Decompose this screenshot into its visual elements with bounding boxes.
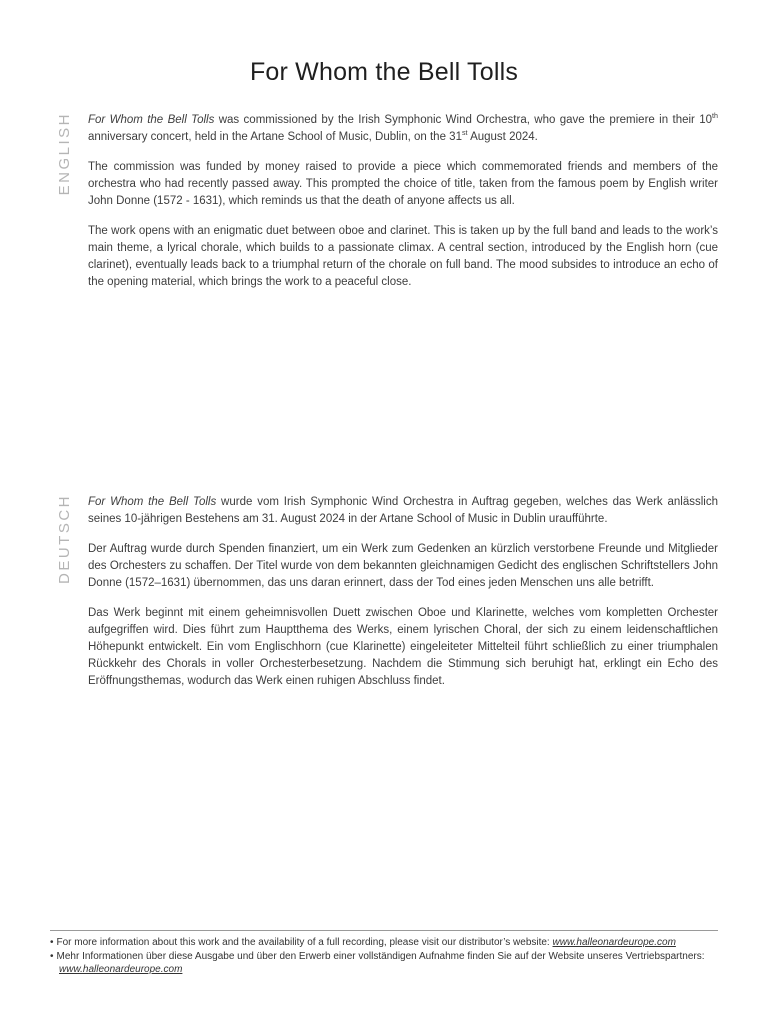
language-label-english: ENGLISH: [56, 112, 73, 196]
section-german: [56, 494, 718, 703]
text-segment: st: [461, 129, 468, 138]
bullet-icon: •: [50, 950, 54, 962]
bullet-icon: •: [50, 937, 54, 948]
footer-note-german: [50, 950, 718, 977]
footer-note-german-text: [57, 951, 705, 976]
text-segment: The work opens with an enigmatic duet between oboe and clarinet. This is taken up by the full band and leads to the work’s main theme, a lyrical chorale, which builds to a passionate climax. A central section, introduced by the English horn (cue clarinet), eventually leads back to a triumphal return of the chorale on full band. The mood subsides to introduce an echo of the opening material, which brings the work to a peaceful close.: [88, 225, 718, 288]
section-english: [56, 112, 718, 304]
text-segment: Mehr Informationen über diese Ausgabe und über den Erwerb einer vollständigen Aufnahme finden Sie auf der Website unseres Vertriebspartners:: [56, 950, 705, 962]
footer: [50, 930, 718, 977]
text-segment: anniversary concert, held in the Artane School of Music, Dublin, on the 31: [88, 131, 462, 143]
text-segment: Das Werk beginnt mit einem geheimnisvollen Duett zwischen Oboe und Klarinette, welches vom kompletten Orchester aufgegriffen wird. Dies führt zum Hauptthema des Werks, einem lyrischen Choral, der sich zu einem leidenschaftlichen Höhepunkt entwickelt. Ein vom Englischhorn (cue Klarinette) eingeleiteter Mittelteil führt schließlich zu einer triumphalen Rückkehr des Chorals in voller Orchesterbesetzung. Nachdem die Stimmung sich beruhigt hat, erklingt ein Echo des Eröffnungsthemas, wodurch das Werk einen ruhigen Abschluss findet.: [88, 607, 718, 687]
text-segment: The commission was funded by money raised to provide a piece which commemorated friends and members of the orchestra who had recently passed away. This prompted the choice of title, taken from the famous poem by English writer John Donne (1572 - 1631), which reminds us that the death of anyone affects us all.: [88, 161, 718, 207]
text-segment: For Whom the Bell Tolls: [88, 496, 217, 508]
text-segment: For Whom the Bell Tolls: [88, 114, 215, 126]
website-link[interactable]: www.halleonardeurope.com: [552, 937, 676, 948]
text-segment: For more information about this work and the availability of a full recording, please visit our distributor’s website:: [56, 937, 553, 948]
page-title: For Whom the Bell Tolls: [249, 58, 519, 86]
language-label-german: DEUTSCH: [56, 494, 73, 585]
footer-note-english-text: [57, 937, 676, 948]
text-segment: August 2024.: [467, 131, 538, 143]
english-paragraphs: [88, 112, 718, 291]
footer-note-english: [50, 936, 718, 950]
website-link[interactable]: www.halleonardeurope.com: [59, 964, 183, 975]
german-paragraphs: [88, 494, 718, 690]
english-paragraph-3: [88, 223, 718, 291]
footer-divider: [50, 930, 718, 931]
german-paragraph-1: [88, 494, 718, 528]
german-paragraph-3: [88, 605, 718, 690]
text-segment: Der Auftrag wurde durch Spenden finanziert, um ein Werk zum Gedenken an kürzlich verstorbene Freunde und Mitglieder des Orchesters zu schaffen. Der Titel wurde von dem bekannten gleichnamigen Gedicht des englischen Schriftstellers John Donne (1572–1631) übernommen, das uns daran erinnert, dass der Tod eines jeden Menschen uns alle betrifft.: [88, 543, 718, 589]
german-paragraph-2: [88, 541, 718, 592]
english-paragraph-1: [88, 112, 718, 146]
english-paragraph-2: [88, 159, 718, 210]
text-segment: was commissioned by the Irish Symphonic Wind Orchestra, who gave the premiere in their 10: [214, 114, 713, 126]
text-segment: wurde vom Irish Symphonic Wind Orchestra in Auftrag gegeben, welches das Werk anlässlich seines 10-jährigen Bestehens am 31. August 2024 in der Artane School of Music in Dublin uraufführte.: [88, 496, 718, 525]
text-segment: th: [712, 112, 718, 121]
